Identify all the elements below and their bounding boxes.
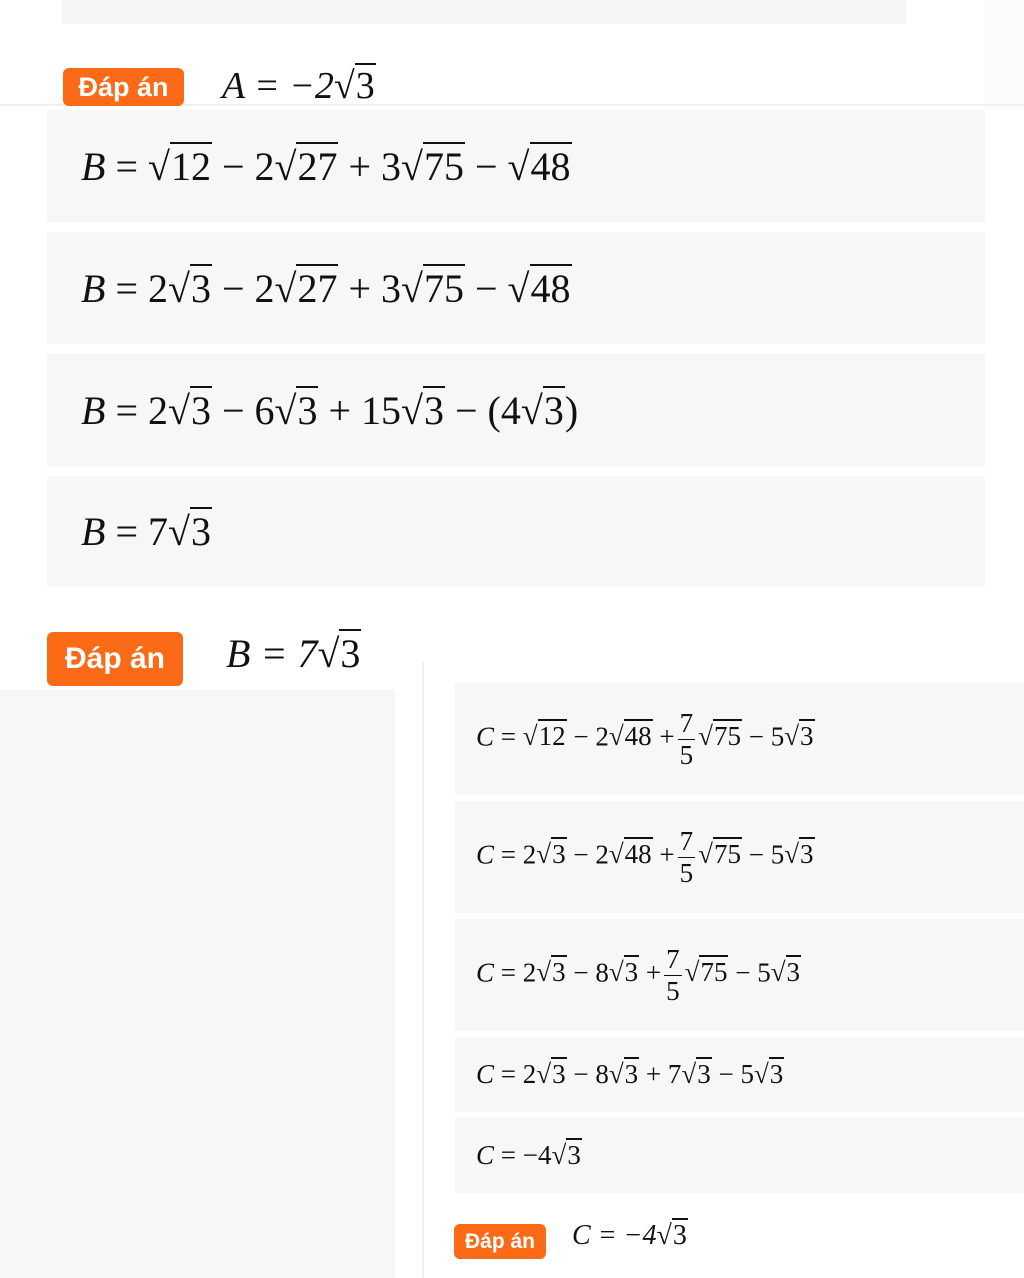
step-b-2: B = 2√3 − 2√27 + 3√75 − √48 — [47, 232, 985, 344]
background-panel — [0, 690, 395, 1278]
answer-a: A = −2√3 — [222, 65, 375, 107]
step-c-2: C = 2√3 − 2√48 + $\frac{7}{5}$ √75 − 5√3 — [455, 801, 1024, 913]
column-divider — [422, 662, 424, 1278]
step-b-1: B = √12 − 2√27 + 3√75 − √48 — [47, 110, 985, 222]
answer-badge-label: Đáp án — [464, 1229, 535, 1253]
answer-badge-c — [454, 1224, 546, 1259]
answer-badge-a — [63, 68, 184, 106]
background-strip — [985, 0, 1024, 110]
step-c-3: C = 2√3 − 8√3 + $\frac{7}{5}$ √75 − 5√3 — [455, 919, 1024, 1031]
answer-b: B = 7√3 — [226, 631, 361, 676]
answer-badge-label: Đáp án — [78, 71, 169, 102]
answer-badge-b — [47, 632, 183, 686]
answer-c: C = −4√3 — [572, 1220, 687, 1251]
step-c-5: C = −4√3 — [455, 1118, 1024, 1193]
answer-badge-label: Đáp án — [64, 642, 166, 675]
step-c-1: C = √12 − 2√48 + $\frac{7}{5}$ √75 − 5√3 — [455, 683, 1024, 795]
step-b-3: B = 2√3 − 6√3 + 15√3 − (4√3) — [47, 354, 985, 466]
step-b-4: B = 7√3 — [47, 476, 985, 586]
step-c-4: C = 2√3 − 8√3 + 7√3 − 5√3 — [455, 1037, 1024, 1112]
previous-step-box — [62, 0, 906, 24]
